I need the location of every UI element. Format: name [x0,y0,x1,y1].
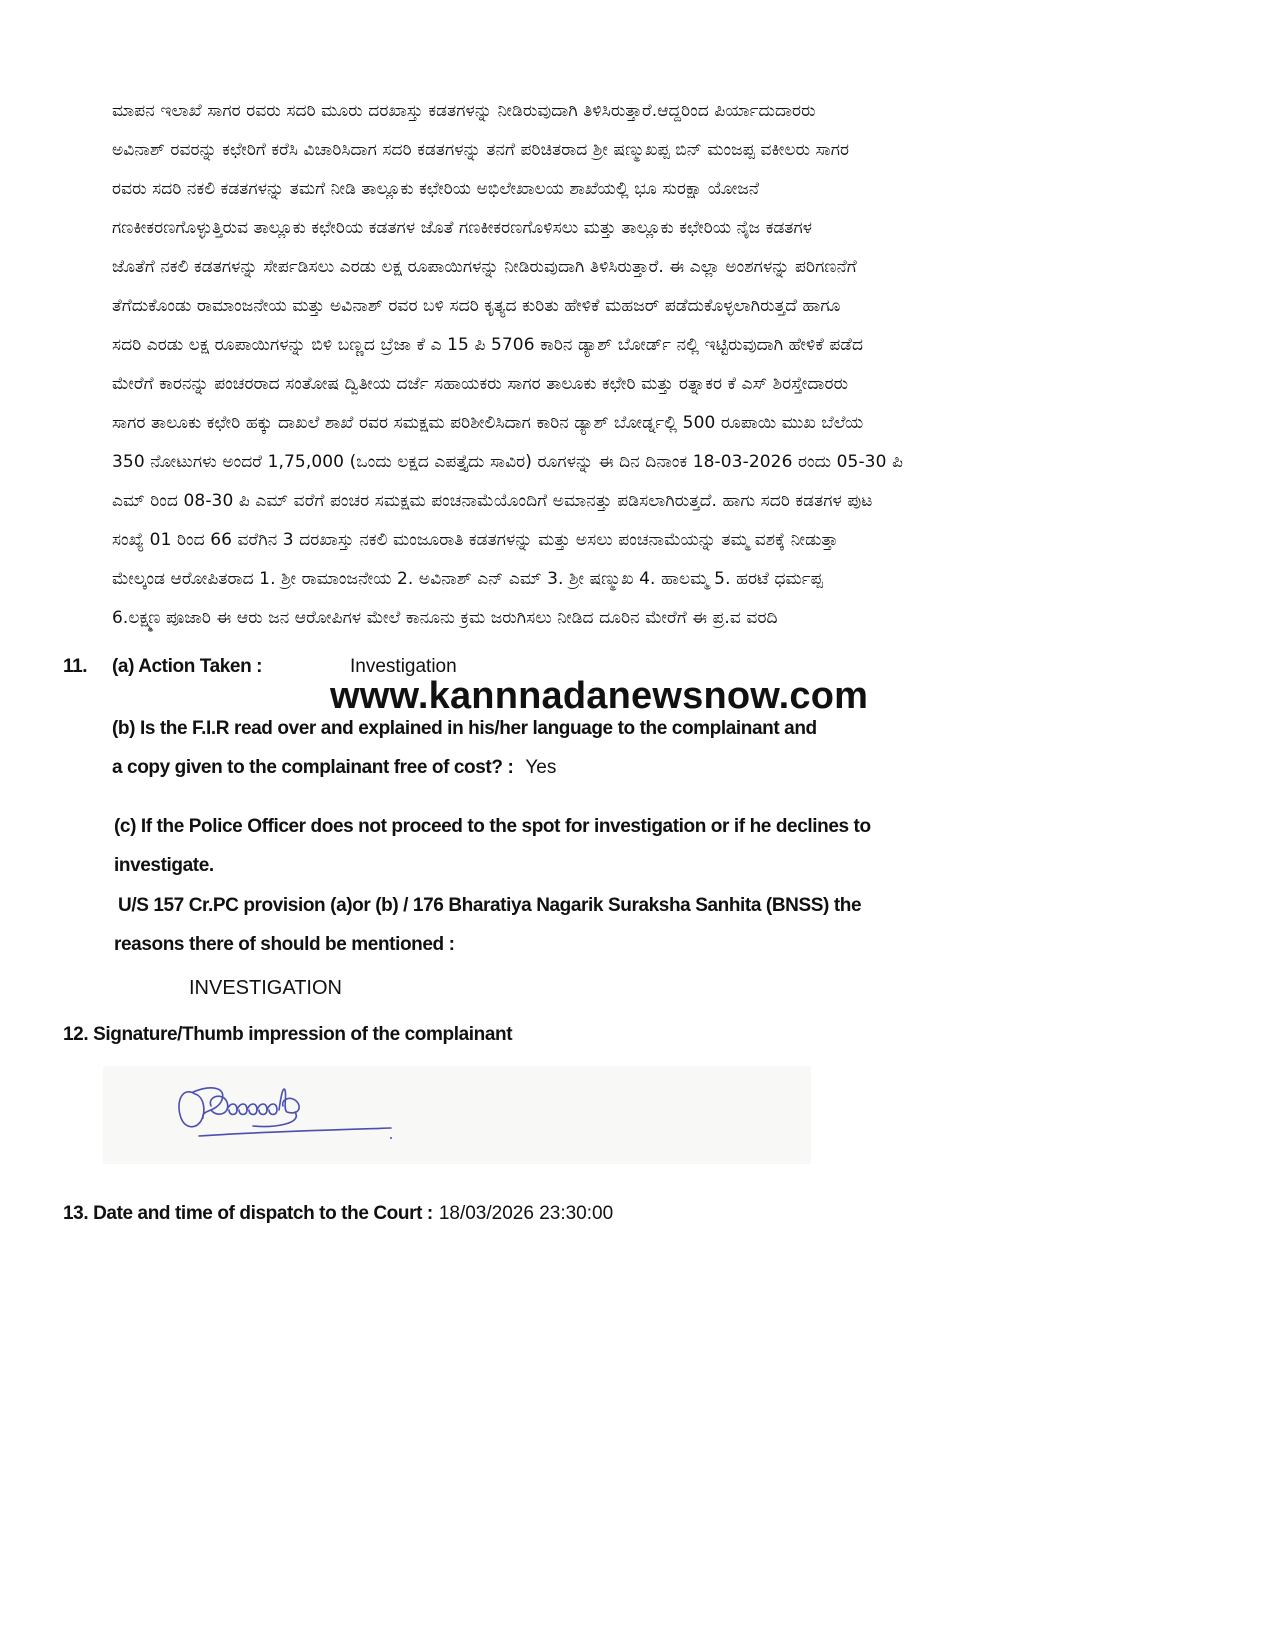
officer-declines-question-line3: U/S 157 Cr.PC provision (a)or (b) / 176 Bharatiya Nagarik Suraksha Sanhita (BNSS) the [118,895,862,916]
narrative-line: 6.ಲಕ್ಷ್ಮಣ ಪೂಜಾರಿ ಈ ಆರು ಜನ ಆರೋಪಿಗಳ ಮೇಲೆ ಕಾನೂನು ಕ್ರಮ ಜರುಗಿಸಲು ನೀಡಿದ ದೂರಿನ ಮೇರೆಗೆ ಈ ಪ್ರ.ವ ವರದಿ [112,608,778,628]
signature-icon [103,1066,811,1164]
narrative-line: ರವರು ಸದರಿ ನಕಲಿ ಕಡತಗಳನ್ನು ತಮಗೆ ನೀಡಿ ತಾಲ್ಲೂಕು ಕಛೇರಿಯ ಅಭಿಲೇಖಾಲಯ ಶಾಖೆಯಲ್ಲಿ ಭೂ ಸುರಕ್ಷಾ ಯೋಜನೆ [112,179,760,199]
fir-read-over-answer: Yes [525,757,557,778]
fir-read-over-question-line2 [112,757,556,779]
dispatch-to-court [63,1203,613,1225]
officer-declines-question-line2: investigate. [114,855,214,876]
narrative-line: ಸಾಗರ ತಾಲೂಕು ಕಛೇರಿ ಹಕ್ಕು ದಾಖಲೆ ಶಾಖೆ ರವರ ಸಮಕ್ಷಮ ಪರಿಶೀಲಿಸಿದಾಗ ಕಾರಿನ ಡ್ಯಾಶ್ ಬೋರ್ಡ್ನಲ್ಲಿ 500 ರೂಪಾಯಿ ಮುಖ ಬೆಲೆಯ [112,413,864,433]
narrative-line: ತೆಗೆದುಕೊಂಡು ರಾಮಾಂಜನೇಯ ಮತ್ತು ಅವಿನಾಶ್ ರವರ ಬಳಿ ಸದರಿ ಕೃತ್ಯದ ಕುರಿತು ಹೇಳಿಕೆ ಮಹಜರ್ ಪಡೆದುಕೊಳ್ಳಲಾಗಿರುತ್ತದೆ ಹಾಗೂ [112,296,841,316]
narrative-line: ಜೊತೆಗೆ ನಕಲಿ ಕಡತಗಳನ್ನು ಸೇರ್ಪಡಿಸಲು ಎರಡು ಲಕ್ಷ ರೂಪಾಯಿಗಳನ್ನು ನೀಡಿರುವುದಾಗಿ ತಿಳಿಸಿರುತ್ತಾರೆ. ಈ ಎಲ್ಲಾ ಅಂಶಗಳನ್ನು ಪರಿಗಣನೆಗೆ [112,257,857,277]
fir-read-over-question-line1: (b) Is the F.I.R read over and explained in his/her language to the complainant and [112,718,817,739]
narrative-line: ಮಾಪನ ಇಲಾಖೆ ಸಾಗರ ರವರು ಸದರಿ ಮೂರು ದರಖಾಸ್ತು ಕಡತಗಳನ್ನು ನೀಡಿರುವುದಾಗಿ ತಿಳಿಸಿರುತ್ತಾರೆ.ಆದ್ದರಿಂದ ಪಿರ್ಯಾದುದಾರರು [112,101,816,121]
narrative-line: ಮೇರೆಗೆ ಕಾರನನ್ನು ಪಂಚರರಾದ ಸಂತೋಷ ದ್ವಿತೀಯ ದರ್ಜೆ ಸಹಾಯಕರು ಸಾಗರ ತಾಲೂಕು ಕಛೇರಿ ಮತ್ತು ರತ್ನಾಕರ ಕೆ ಎಸ್ ಶಿರಸ್ತೇದಾರರು [112,374,849,394]
officer-declines-reason: INVESTIGATION [189,977,342,999]
section-11-number: 11. [63,656,88,677]
watermark: www.kannnadanewsnow.com [330,675,869,717]
narrative-line: ಮೇಲ್ಕಂಡ ಆರೋಪಿತರಾದ 1. ಶ್ರೀ ರಾಮಾಂಜನೇಯ 2. ಅವಿನಾಶ್ ಎನ್ ಎಮ್ 3. ಶ್ರೀ ಷಣ್ಮುಖ 4. ಹಾಲಮ್ಮ 5. ಹರಟೆ ಧರ್ಮಪ್ಪ [112,569,823,589]
officer-declines-question-line4: reasons there of should be mentioned : [114,934,455,955]
narrative-line: 350 ನೋಟುಗಳು ಅಂದರೆ 1,75,000 (ಒಂದು ಲಕ್ಷದ ಎಪತ್ತೈದು ಸಾವಿರ) ರೂಗಳನ್ನು ಈ ದಿನ ದಿನಾಂಕ 18-03-2026 ರಂದು 05-30 ಪಿ [112,452,904,472]
narrative-line: ಗಣಕೀಕರಣಗೊಳ್ಳುತ್ತಿರುವ ತಾಲ್ಲೂಕು ಕಛೇರಿಯ ಕಡತಗಳ ಜೊತೆ ಗಣಕೀಕರಣಗೊಳಿಸಲು ಮತ್ತು ತಾಲ್ಲೂಕು ಕಛೇರಿಯ ನೈಜ ಕಡತಗಳ [112,218,813,238]
officer-declines-question-line1: (c) If the Police Officer does not proceed to the spot for investigation or if he declines to [114,816,871,837]
narrative-line: ಸಂಖ್ಯೆ 01 ರಿಂದ 66 ವರೆಗಿನ 3 ದರಖಾಸ್ತು ನಕಲಿ ಮಂಜೂರಾತಿ ಕಡತಗಳನ್ನು ಮತ್ತು ಅಸಲು ಪಂಚನಾಮೆಯನ್ನು ತಮ್ಮ ವಶಕ್ಕೆ ನೀಡುತ್ತಾ [112,530,839,550]
dispatch-datetime: 18/03/2026 23:30:00 [438,1203,614,1224]
dispatch-label: 13. Date and time of dispatch to the Court : [63,1203,433,1224]
signature-label: 12. Signature/Thumb impression of the complainant [63,1024,513,1045]
action-taken-value: Investigation [350,656,457,677]
action-taken-label: (a) Action Taken : [112,656,263,677]
narrative-line: ಎಮ್ ರಿಂದ 08-30 ಪಿ ಎಮ್ ವರೆಗೆ ಪಂಚರ ಸಮಕ್ಷಮ ಪಂಚನಾಮೆಯೊಂದಿಗೆ ಅಮಾನತ್ತು ಪಡಿಸಲಾಗಿರುತ್ತದೆ. ಹಾಗು ಸದರಿ ಕಡತಗಳ ಪುಟ [112,491,873,511]
narrative-line: ಅವಿನಾಶ್ ರವರನ್ನು ಕಛೇರಿಗೆ ಕರೆಸಿ ವಿಚಾರಿಸಿದಾಗ ಸದರಿ ಕಡತಗಳನ್ನು ತನಗೆ ಪರಿಚಿತರಾದ ಶ್ರೀ ಷಣ್ಮುಖಪ್ಪ ಬಿನ್ ಮಂಜಪ್ಪ ವಕೀಲರು ಸಾಗರ [112,140,850,160]
narrative-line: ಸದರಿ ಎರಡು ಲಕ್ಷ ರೂಪಾಯಿಗಳನ್ನು ಬಿಳಿ ಬಣ್ಣದ ಬ್ರೆಜಾ ಕೆ ಎ 15 ಪಿ 5706 ಕಾರಿನ ಡ್ಯಾಶ್ ಬೋರ್ಡ್ ನಲ್ಲಿ ಇಟ್ಟಿರುವುದಾಗಿ ಹೇಳಿಕೆ ಪಡೆದ [112,335,864,355]
complaint-narrative [112,92,1132,638]
complainant-signature [103,1066,811,1164]
fir-read-over-question-text: a copy given to the complainant free of cost? : [112,757,514,778]
